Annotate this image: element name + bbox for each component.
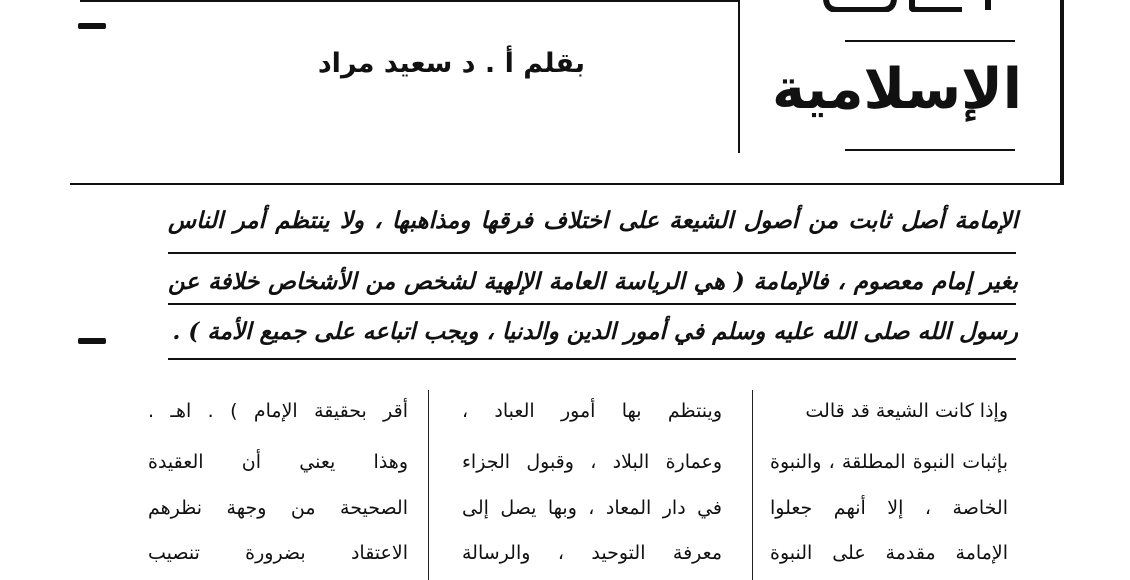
intro-line: بغير إمام معصوم ، فالإمامة ( هي الرياسة العامة الإلهية لشخص من الأشخاص خلافة عن bbox=[168, 268, 1018, 295]
column-left-line: الصحيحة من وجهة نظرهم bbox=[148, 497, 408, 519]
intro-underline bbox=[168, 252, 1016, 254]
top-border-line bbox=[80, 0, 740, 2]
column-middle-line: وينتظم بها أمور العباد ، bbox=[462, 400, 722, 422]
article-title-word: الإسلامية bbox=[772, 57, 1022, 122]
intro-line: الإمامة أصل ثابت من أصول الشيعة على اختلاف فرقها ومذاهبها ، ولا ينتظم أمر الناس bbox=[168, 207, 1018, 234]
title-rule-upper bbox=[845, 40, 1015, 42]
column-middle-line: معرفة التوحيد ، والرسالة bbox=[462, 542, 722, 564]
column-left-line: وهذا يعني أن العقيدة bbox=[148, 451, 408, 473]
column-middle-line: وعمارة البلاد ، وقبول الجزاء bbox=[462, 451, 722, 473]
column-left-line: أقر بحقيقة الإمام ) . اهـ . bbox=[148, 400, 408, 422]
header-divider-line bbox=[738, 0, 740, 153]
intro-line: رسول الله صلى الله عليه وسلم في أمور الدين والدنيا ، ويجب اتباعه على جميع الأمة ) . bbox=[172, 318, 1018, 345]
column-right-line: الإمامة مقدمة على النبوة bbox=[770, 542, 1008, 564]
column-divider-left bbox=[428, 390, 429, 580]
title-fragment-top bbox=[812, 0, 1002, 12]
header-bottom-rule bbox=[70, 183, 1064, 185]
title-rule-lower bbox=[845, 149, 1015, 151]
intro-underline bbox=[168, 358, 1016, 360]
author-byline: بقلم أ . د سعيد مراد bbox=[317, 48, 585, 79]
margin-mark-middle bbox=[78, 338, 106, 344]
title-box-border bbox=[1060, 0, 1064, 183]
column-left-line: الاعتقاد بضرورة تنصيب bbox=[148, 542, 408, 564]
column-right-line: بإثبات النبوة المطلقة ، والنبوة bbox=[770, 451, 1008, 473]
margin-mark-top bbox=[78, 23, 106, 29]
intro-underline bbox=[168, 303, 1016, 305]
column-right-line: الخاصة ، إلا أنهم جعلوا bbox=[770, 497, 1008, 519]
column-middle-line: في دار المعاد ، وبها يصل إلى bbox=[462, 497, 722, 519]
column-divider-right bbox=[752, 390, 753, 580]
column-right-line: وإذا كانت الشيعة قد قالت bbox=[805, 400, 1008, 422]
